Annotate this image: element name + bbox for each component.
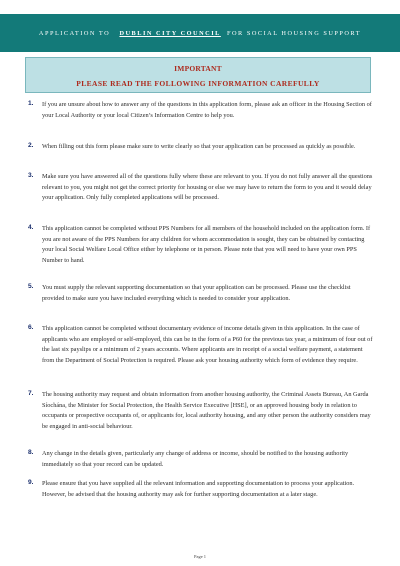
- item-text: If you are unsure about how to answer any of the questions in this application form, please ask an officer in the Housing Section of your Local Authority or your local Citizen’s Information Centre to help you.: [42, 101, 372, 119]
- item-text: You must supply the relevant supporting documentation so that your application can be processed. Please use the checklist provided to make sure you have included everything which is needed to consider your application.: [42, 284, 351, 302]
- item-number: 6.: [28, 324, 34, 331]
- item-number: 4.: [28, 224, 34, 231]
- item-number: 7.: [28, 390, 34, 397]
- header-prefix: APPLICATION TO: [38, 29, 111, 37]
- item-number: 1.: [28, 100, 34, 107]
- item-text: When filling out this form please make sure to write clearly so that your application can be processed as quickly as possible.: [42, 143, 356, 150]
- item-text: This application cannot be completed without documentary evidence of income details given in this application. In the case of applicants who are employed or self-employed, this can be in the form of a P60 for the previous tax year, a minimum of four out of the last six payslips or a minimum of 2 years accounts. Where applicants are in receipt of a social welfare payment, a statement from the Department of Social Protection is required. Please ask your housing authority which form of evidence they require.: [42, 325, 373, 364]
- item-text: This application cannot be completed without PPS Numbers for all members of the household included on the application form. If you are not aware of the PPS Numbers for any children for whom accommodation is sought, they can be obtained by contacting your local Social Welfare Local Office either by telephone or in person. Please note that you will need to have your own PPS Number to hand.: [42, 225, 371, 264]
- header-banner: [0, 14, 400, 52]
- item-number: 9.: [28, 479, 34, 486]
- item-number: 3.: [28, 172, 34, 179]
- header-title: [39, 30, 361, 37]
- item-text: Any change in the details given, particularly any change of address or income, should be notified to the housing authority immediately so that your record can be updated.: [42, 450, 349, 468]
- notice-subtitle: PLEASE READ THE FOLLOWING INFORMATION CAREFULLY: [76, 79, 320, 88]
- council-link[interactable]: DUBLIN CITY COUNCIL: [119, 29, 221, 37]
- item-number: 8.: [28, 449, 34, 456]
- item-text: Make sure you have answered all of the questions fully where these are relevant to you. If you do not fully answer all the questions relevant to you, you might not get the correct priority for housing or else we may have to return the form to you and it would delay your application. Only fully completed applications will be processed.: [42, 173, 373, 201]
- important-notice: [25, 57, 371, 93]
- page-number: Page 1: [193, 554, 207, 559]
- notice-title: IMPORTANT: [174, 64, 222, 73]
- item-text: Please ensure that you have supplied all the relevant information and supporting documentation to process your application. However, be advised that the housing authority may ask for further supporting documentation at a later stage.: [42, 480, 355, 498]
- item-number: 2.: [28, 142, 34, 149]
- header-suffix: FOR SOCIAL HOUSING SUPPORT: [227, 29, 362, 37]
- item-text: The housing authority may request and obtain information from another housing authority, the Criminal Assets Bureau, An Garda Síochána, the Minister for Social Protection, the Health Service Executive [HSE], or an approved housing body in relation to occupants or prospective occupants of, or applicants for, local authority housing, and any other person the authority considers may be engaged in anti-social behaviour.: [42, 391, 371, 430]
- item-number: 5.: [28, 283, 34, 290]
